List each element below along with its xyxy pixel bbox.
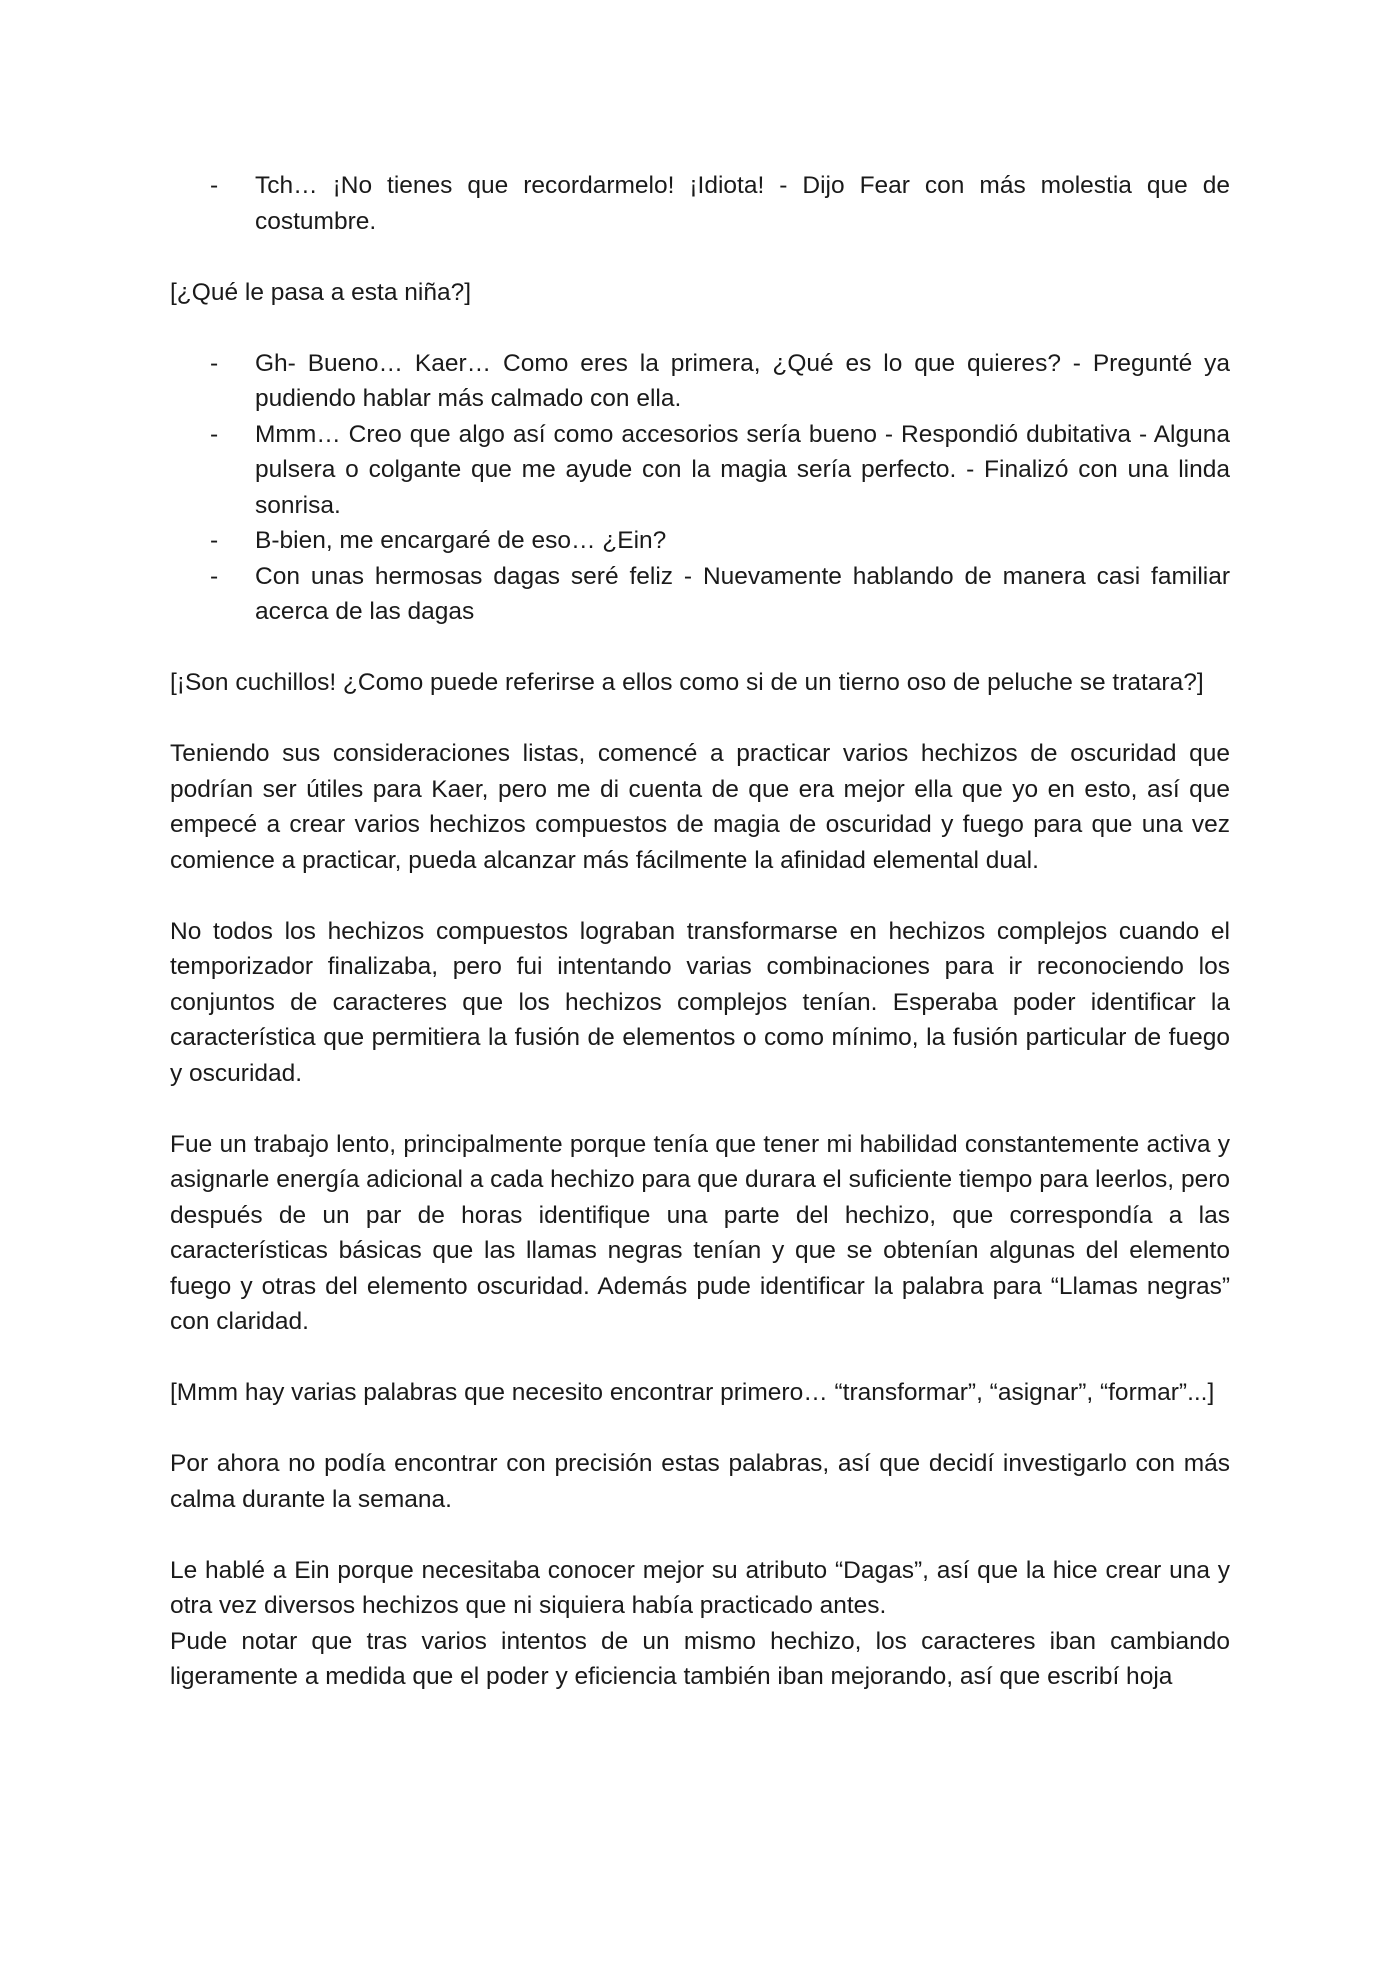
paragraph: Por ahora no podía encontrar con precisión estas palabras, así que decidí investigarlo con más calma durante la semana. [170, 1450, 1230, 1513]
paragraph: Fue un trabajo lento, principalmente porque tenía que tener mi habilidad constantemente activa y asignarle energía adicional a cada hechizo para que durara el suficiente tiempo para leerlos, pero después de un par de horas identifique una parte del hechizo, que correspondía a las características básicas que las llamas negras tenían y que se obtenían algunas del elemento fuego y otras del elemento oscuridad. Además pude identificar la palabra para “Llamas negras” con claridad. [170, 1130, 1230, 1335]
bullet-dash-icon: - [210, 172, 219, 199]
list-item [170, 346, 1230, 417]
bullet-dash-icon: - [210, 349, 219, 377]
dialogue-list [170, 168, 1230, 239]
bullet-dash-icon: - [210, 562, 219, 590]
document-page [170, 168, 1230, 1695]
list-item-text: B-bien, me encargaré de eso… ¿Ein? [255, 527, 667, 554]
paragraph: Le hablé a Ein porque necesitaba conocer mejor su atributo “Dagas”, así que la hice crear una y otra vez diversos hechizos que ni siquiera había practicado antes. [170, 1556, 1230, 1619]
list-item-text: Gh- Bueno… Kaer… Como eres la primera, ¿Qué es lo que quieres? - Pregunté ya pudiendo hablar más calmado con ella. [255, 349, 1230, 412]
paragraph: [¡Son cuchillos! ¿Como puede referirse a ellos como si de un tierno oso de peluche se tratara?] [170, 669, 1204, 696]
dialogue-list [170, 346, 1230, 630]
paragraph: [Mmm hay varias palabras que necesito encontrar primero… “transformar”, “asignar”, “formar”...] [170, 1379, 1215, 1406]
list-item-text: Con unas hermosas dagas seré feliz - Nuevamente hablando de manera casi familiar acerca de las dagas [255, 562, 1230, 625]
paragraph: No todos los hechizos compuestos lograban transformarse en hechizos complejos cuando el temporizador finalizaba, pero fui intentando varias combinaciones para ir reconociendo los conjuntos de caracteres que los hechizos complejos tenían. Esperaba poder identificar la característica que permitiera la fusión de elementos o como mínimo, la fusión particular de fuego y oscuridad. [170, 917, 1230, 1087]
list-item [170, 559, 1230, 630]
list-item-text: Mmm… Creo que algo así como accesorios sería bueno - Respondió dubitativa - Alguna pulsera o colgante que me ayude con la magia sería perfecto. - Finalizó con una linda sonrisa. [255, 420, 1230, 519]
list-item-text: Tch… ¡No tienes que recordarmelo! ¡Idiota! - Dijo Fear con más molestia que de costumbre. [255, 172, 1230, 235]
list-item [170, 523, 1230, 559]
paragraph: Teniendo sus consideraciones listas, comencé a practicar varios hechizos de oscuridad que podrían ser útiles para Kaer, pero me di cuenta de que era mejor ella que yo en esto, así que empecé a crear varios hechizos compuestos de magia de oscuridad y fuego para que una vez comience a practicar, pueda alcanzar más fácilmente la afinidad elemental dual. [170, 740, 1230, 874]
paragraph: Pude notar que tras varios intentos de un mismo hechizo, los caracteres iban cambiando ligeramente a medida que el poder y eficiencia también iban mejorando, así que escribí hoja [170, 1627, 1230, 1690]
paragraph: [¿Qué le pasa a esta niña?] [170, 278, 471, 306]
bullet-dash-icon: - [210, 420, 219, 448]
list-item [170, 168, 1230, 239]
list-item [170, 417, 1230, 524]
bullet-dash-icon: - [210, 527, 219, 554]
